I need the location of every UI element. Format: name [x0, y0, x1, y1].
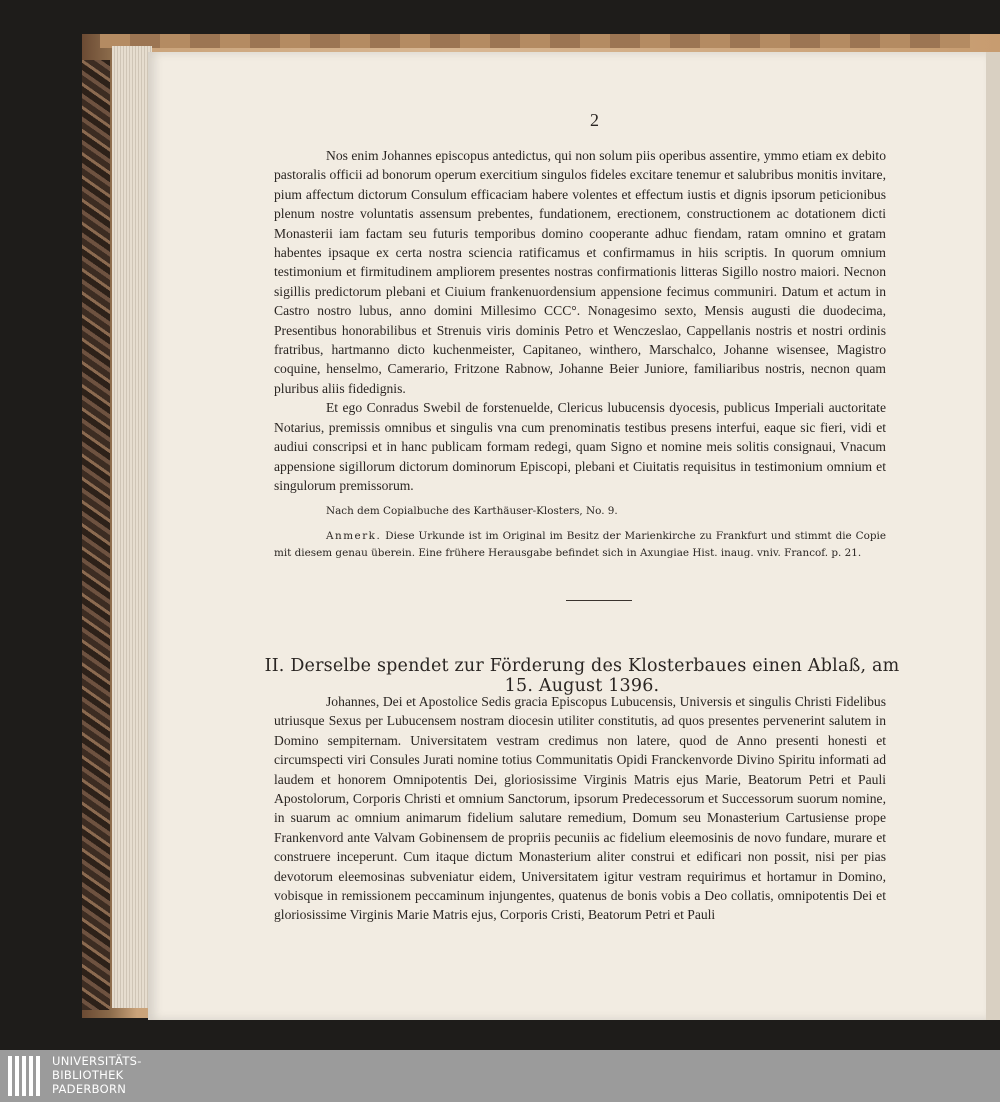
section-heading: II. Derselbe spendet zur Förderung des Klosterbaues einen Ablaß, am 15. August 1396. [264, 656, 900, 696]
remark [274, 528, 886, 562]
book-page [148, 52, 986, 1020]
page-edge [984, 52, 1000, 1020]
library-name-line3: PADERBORN [52, 1082, 127, 1096]
remark-text: Diese Urkunde ist im Original im Besitz der Marienkirche zu Frankfurt und stimmt die Copie mit diesem genau überein. Eine frühere Herausgabe befindet sich in Axungiae Hist. inaug. vniv. Francof. p. 21. [274, 530, 886, 560]
paragraph-indulgence: Johannes, Dei et Apostolice Sedis gracia Episcopus Lubucensis, Universis et singulis Christi Fidelibus utriusque Sexus per Lubucensem nostram diocesin utiliter constitutis, ad quos presentes pervenerint salutem in Domino sempiternam. Universitatem vestram credimus non latere, quod de Anno presenti honesti et circumspecti viri Consules Jurati nomine totius Communitatis Opidi Franckenvorde Divino Spiritu informati ad laudem et honorem Omnipotentis Dei, gloriosissime Virginis Matris ejus Marie, Beatorum Petri et Pauli Apostolorum, Corporis Christi et omnium Sanctorum, ipsorum Predecessorum et Successorum suorum nomine, in suarum ac omnium animarum fidelium salutare remedium, Domum seu Monasterium Cartusiense prope Frankenvord ante Valvam Gobinensem de propriis pecuniis ac fidelium eleemosinis de novo fundare, murare et construere inceperunt. Cum itaque dictum Monasterium aliter construi et edificari non possit, nisi per pias devotorum eleemosinas subveniatur eidem, Universitatem igitur vestram requirimus et hortamur in Domino, vobisque in remissionem peccaminum injungentes, quatenus de bonis vobis a Deo collatis, omnipotentis Dei et gloriosissime Virginis Marie Matris ejus, Corporis Cristi, Beatorum Petri et Pauli [274, 694, 886, 923]
library-footer [0, 1050, 1000, 1102]
paragraph-confirmation: Nos enim Johannes episcopus antedictus, qui non solum piis operibus assentire, ymmo etiam ex debito pastoralis officii ad bonorum operum exercitium singulos fideles excitare tenemur et salubribus monitis invitare, pium affectum dictorum Consulum efficaciam habere volentes et effectum iustis et dignis ipsorum peticionibus plenum nostre voluntatis assensum prebentes, fundationem, erectionem, constructionem ac dotationem dicti Monasterii iam factam seu futuris temporibus domino cooperante adhuc fiendam, ratam omnino et gratam habentes ipsaque ex certa nostra sciencia ratificamus et confirmamus in hiis scriptis. In quorum omnium testimonium et firmitudinem ampliorem presentes nostras confirmationis litteras Sigillo nostro maiori. Necnon sigillis predictorum plebani et Ciuium frankenuordensium appensione fecimus communiri. Datum et actum in Castro nostro lubus, anno domini Millesimo CCC°. Nonagesimo sexto, Mensis augusti die duodecima, Presentibus honorabilibus et Strenuis viris dominis Petro et Wenczeslao, Cappellanis nostris et nostri ordinis fratribus, hartmanno dicto kuchenmeister, Capitaneo, winthero, Marschalco, Johanne wisensee, Magistro coquine, henselmo, Camerario, Fritzone Rabnow, Johanne Beier Juniore, familiaribus nostris, necnon quam pluribus aliis fidedignis. [274, 148, 886, 396]
remark-label: Anmerk. [326, 530, 382, 543]
page-number: 2 [590, 110, 599, 130]
document-body [274, 146, 886, 562]
section-divider [566, 600, 632, 601]
page-stack [112, 46, 152, 1008]
library-name [52, 1054, 142, 1096]
section-body [274, 692, 886, 925]
library-logo-icon [8, 1056, 46, 1096]
source-note: Nach dem Copialbuche des Karthäuser-Klosters, No. 9. [326, 505, 618, 518]
cover-edge [100, 34, 970, 48]
marbled-endpaper [82, 60, 110, 1010]
library-name-line1: UNIVERSITÄTS- [52, 1054, 142, 1068]
paragraph-notary: Et ego Conradus Swebil de forstenuelde, Clericus lubucensis dyocesis, publicus Imperiali auctoritate Notarius, premissis omnibus et singulis vna cum prenominatis testibus presens interfui, eaque sic fieri, vidi et audiui conscripsi et in hanc publicam formam redegi, quam Signo et nomine meis solitis consignaui, Vnacum appensione sigillorum dictorum dominorum Episcopi, plebani et Ciuitatis requisitus in testimonium omnium et singulorum premissorum. [274, 400, 886, 493]
library-name-line2: BIBLIOTHEK [52, 1068, 124, 1082]
